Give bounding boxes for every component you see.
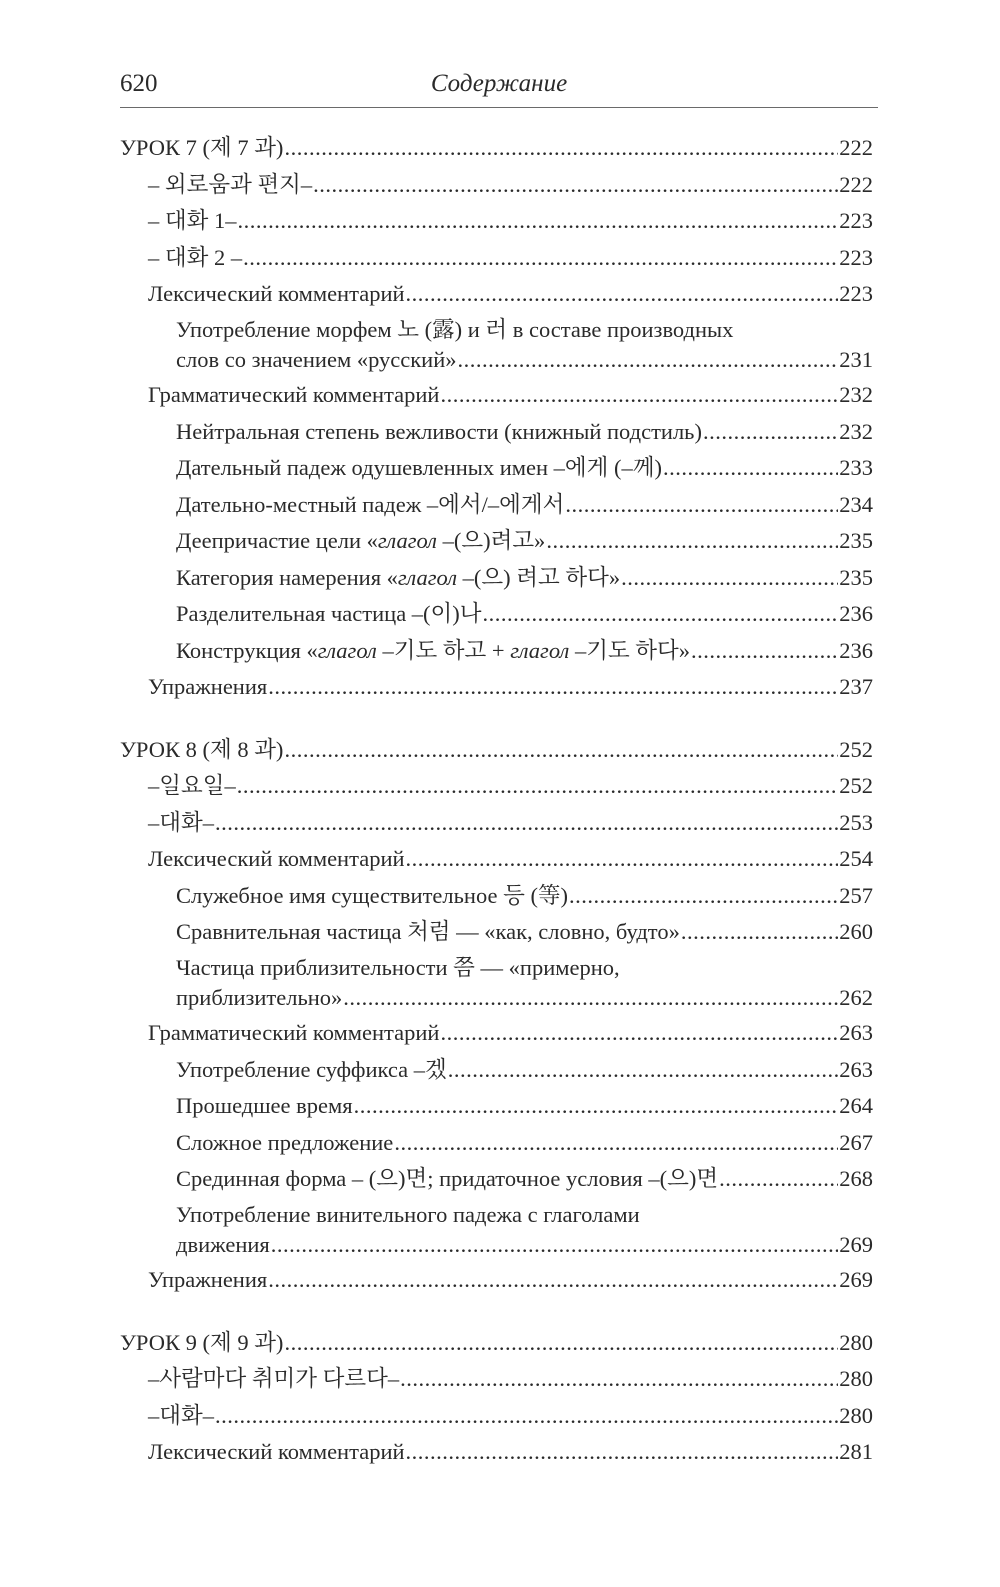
toc-entry[interactable] <box>120 1017 873 1049</box>
toc-page: 268 <box>839 1166 873 1191</box>
toc-title: Лексический комментарий <box>148 846 405 871</box>
toc-page: 222 <box>839 171 873 197</box>
leader-dots <box>440 379 838 411</box>
toc-title: Нейтральная степень вежливости (книжный подстиль) <box>176 418 702 444</box>
leader-dots <box>268 1264 838 1296</box>
toc-entry[interactable] <box>120 598 873 630</box>
toc-entry[interactable] <box>120 1200 873 1260</box>
toc-entry-lesson-8[interactable] <box>120 734 873 766</box>
toc-entry[interactable] <box>120 843 873 875</box>
leader-dots <box>237 770 839 802</box>
toc-title: Категория намерения «глагол –(으) 려고 하다» <box>176 564 621 590</box>
toc-entry[interactable] <box>120 807 873 839</box>
toc-title: –일요일– <box>148 773 236 798</box>
toc-title: Грамматический комментарий <box>148 382 440 407</box>
leader-dots <box>343 983 838 1013</box>
toc-entry-lesson-7[interactable] <box>120 132 873 164</box>
page-number: 620 <box>120 70 158 97</box>
leader-dots <box>546 525 838 557</box>
toc-entry[interactable] <box>120 205 873 237</box>
toc-title-continued: приблизительно» <box>176 984 343 1010</box>
toc-title: – 대화 1– <box>148 208 237 233</box>
toc-page: 280 <box>839 1402 873 1428</box>
toc-page: 263 <box>839 1020 873 1045</box>
leader-dots <box>691 635 838 667</box>
leader-dots <box>663 452 838 484</box>
toc-entry[interactable] <box>120 1264 873 1296</box>
toc-page: 237 <box>839 674 873 699</box>
toc-title: Употребление суффикса –겠 <box>176 1056 447 1082</box>
leader-dots <box>268 671 838 703</box>
toc-page: 223 <box>839 208 873 233</box>
toc-page: 232 <box>839 418 873 444</box>
leader-dots <box>483 598 839 630</box>
toc-entry[interactable] <box>120 242 873 274</box>
toc-page: 233 <box>839 455 873 480</box>
toc-entry[interactable] <box>120 635 873 667</box>
toc-entry[interactable] <box>120 562 873 594</box>
leader-dots <box>284 734 838 766</box>
toc-entry[interactable] <box>120 1163 873 1195</box>
leader-dots <box>621 562 838 594</box>
toc-page: 263 <box>839 1056 873 1082</box>
toc-page: 267 <box>839 1129 873 1155</box>
toc-title: Разделительная частица –(이)나 <box>176 601 482 626</box>
leader-dots <box>569 880 838 912</box>
toc-entry[interactable] <box>120 315 873 375</box>
toc-page: 223 <box>839 244 873 270</box>
toc-entry[interactable] <box>120 1127 873 1159</box>
toc-page: 231 <box>839 346 873 372</box>
toc-page: 260 <box>839 919 873 944</box>
toc-page: 222 <box>839 135 873 160</box>
toc-title: Упражнения <box>148 674 268 699</box>
toc-entry[interactable] <box>120 489 873 521</box>
toc-title: Срединная форма – (으)면; придаточное условия –(으)면 <box>176 1166 719 1191</box>
leader-dots <box>565 489 838 521</box>
leader-dots <box>440 1017 838 1049</box>
leader-dots <box>406 1436 839 1468</box>
leader-dots <box>719 1163 838 1195</box>
toc-entry[interactable] <box>120 916 873 948</box>
toc-title: Конструкция «глагол –기도 하고 + глагол –기도 하다» <box>176 637 691 663</box>
toc-title: Упражнения <box>148 1267 268 1292</box>
toc-title: УРОК 8 (제 8 과) <box>120 736 284 762</box>
toc-page: 236 <box>839 637 873 663</box>
toc-page: 269 <box>839 1231 873 1257</box>
leader-dots <box>354 1090 839 1122</box>
toc-title: Грамматический комментарий <box>148 1020 440 1045</box>
toc-entry[interactable] <box>120 770 873 802</box>
toc-title: Дательно-местный падеж –에서/–에게서 <box>176 491 565 517</box>
toc-entry[interactable] <box>120 1400 873 1432</box>
toc-entry[interactable] <box>120 169 873 201</box>
toc-entry[interactable] <box>120 379 873 411</box>
toc-entry[interactable] <box>120 880 873 912</box>
leader-dots <box>400 1363 838 1395</box>
toc-entry[interactable] <box>120 416 873 448</box>
toc-title: – 외로움과 편지– <box>148 171 313 197</box>
toc-title: – 대화 2 – <box>148 244 243 270</box>
toc-title: Употребление винительного падежа с глаголами <box>176 1201 640 1227</box>
leader-dots <box>237 205 838 237</box>
toc-title: УРОК 7 (제 7 과) <box>120 135 284 160</box>
toc-page: 280 <box>839 1366 873 1391</box>
leader-dots <box>215 807 838 839</box>
toc-title: Деепричастие цели «глагол –(으)려고» <box>176 528 546 553</box>
toc-page: 281 <box>839 1439 873 1464</box>
toc-entry[interactable] <box>120 953 873 1013</box>
toc-page: 252 <box>839 736 873 762</box>
toc-page: 234 <box>839 491 873 517</box>
leader-dots <box>313 169 838 201</box>
page-header <box>120 70 878 104</box>
toc-entry-lesson-9[interactable] <box>120 1327 873 1359</box>
toc-entry[interactable] <box>120 278 873 310</box>
toc-page: 235 <box>839 528 873 553</box>
toc-entry[interactable] <box>120 1436 873 1468</box>
toc-page: 235 <box>839 564 873 590</box>
toc-title: Лексический комментарий <box>148 281 405 306</box>
toc-title: Употребление морфем 노 (露) и 러 в составе производных <box>176 316 734 342</box>
toc-page: 232 <box>839 382 873 407</box>
toc-title-continued: слов со значением «русский» <box>176 346 457 372</box>
leader-dots <box>243 242 838 274</box>
toc-title: Дательный падеж одушевленных имен –에게 (–께) <box>176 455 662 480</box>
toc-page: 262 <box>839 984 873 1010</box>
toc-title: Сложное предложение <box>176 1129 394 1155</box>
toc-page: 223 <box>839 281 873 306</box>
leader-dots <box>681 916 838 948</box>
toc-page: 254 <box>839 846 873 871</box>
toc-entry[interactable] <box>120 1054 873 1086</box>
toc-page: 252 <box>839 773 873 798</box>
toc-title-continued: движения <box>176 1231 270 1257</box>
toc-entry[interactable] <box>120 1090 873 1122</box>
table-of-contents <box>120 132 873 1473</box>
leader-dots <box>406 278 839 310</box>
leader-dots <box>448 1054 838 1086</box>
toc-title: –대화– <box>148 1402 214 1428</box>
toc-page: 264 <box>839 1093 873 1118</box>
toc-page: 280 <box>839 1329 873 1355</box>
leader-dots <box>215 1400 838 1432</box>
header-rule <box>120 107 878 108</box>
running-title: Содержание <box>430 70 568 97</box>
leader-dots <box>406 843 839 875</box>
toc-entry[interactable] <box>120 525 873 557</box>
toc-title: Служебное имя существительное 등 (等) <box>176 882 568 908</box>
toc-title: УРОК 9 (제 9 과) <box>120 1329 284 1355</box>
toc-page: 253 <box>839 809 873 835</box>
leader-dots <box>703 416 838 448</box>
toc-title: Сравнительная частица 처럼 — «как, словно, будто» <box>176 919 680 944</box>
leader-dots <box>284 132 838 164</box>
toc-entry[interactable] <box>120 671 873 703</box>
leader-dots <box>458 345 839 375</box>
toc-entry[interactable] <box>120 1363 873 1395</box>
leader-dots <box>284 1327 838 1359</box>
toc-entry[interactable] <box>120 452 873 484</box>
toc-page: 269 <box>839 1267 873 1292</box>
toc-title: Лексический комментарий <box>148 1439 405 1464</box>
toc-title: Частица приблизительности 쯤 — «примерно, <box>176 954 620 980</box>
toc-page: 236 <box>839 601 873 626</box>
toc-title: Прошедшее время <box>176 1093 353 1118</box>
toc-title: –대화– <box>148 809 214 835</box>
leader-dots <box>271 1230 838 1260</box>
toc-title: –사람마다 취미가 다르다– <box>148 1366 400 1391</box>
toc-page: 257 <box>839 882 873 908</box>
leader-dots <box>394 1127 838 1159</box>
